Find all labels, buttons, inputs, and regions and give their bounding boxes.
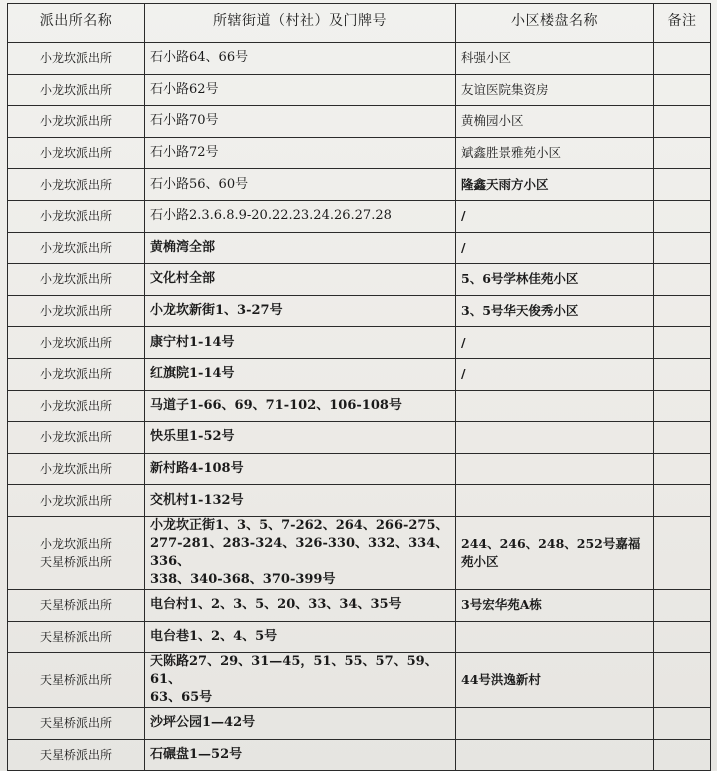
address-cell-text: 石小路62号 bbox=[150, 81, 219, 97]
station-cell-text: 小龙坎派出所 bbox=[39, 146, 112, 161]
community-cell bbox=[456, 485, 654, 517]
address-cell bbox=[145, 485, 456, 517]
station-cell bbox=[8, 485, 145, 517]
note-cell bbox=[654, 708, 711, 740]
community-cell bbox=[456, 422, 654, 454]
community-cell-text: 友谊医院集资房 bbox=[461, 81, 549, 97]
address-cell-text: 新村路4-108号 bbox=[150, 461, 244, 477]
address-cell bbox=[145, 390, 456, 422]
community-cell bbox=[456, 137, 654, 169]
address-cell-text: 沙坪公园1—42号 bbox=[150, 715, 256, 731]
community-cell bbox=[456, 295, 654, 327]
community-cell-text: / bbox=[461, 239, 466, 255]
table-row bbox=[8, 485, 711, 517]
station-cell bbox=[8, 137, 145, 169]
note-cell bbox=[654, 422, 711, 454]
note-cell bbox=[654, 653, 711, 708]
note-cell bbox=[654, 589, 711, 621]
community-cell bbox=[456, 589, 654, 621]
address-cell-text: 石小路2.3.6.8.9-20.22.23.24.26.27.28 bbox=[150, 208, 392, 224]
community-cell-text: 黄桷园小区 bbox=[461, 113, 524, 129]
note-cell bbox=[654, 264, 711, 296]
table-row bbox=[8, 43, 711, 75]
table-row bbox=[8, 422, 711, 454]
address-cell bbox=[145, 708, 456, 740]
address-cell bbox=[145, 74, 456, 106]
table-row bbox=[8, 327, 711, 359]
address-cell bbox=[145, 169, 456, 201]
note-cell bbox=[654, 621, 711, 653]
address-cell-text: 石小路56、60号 bbox=[150, 176, 249, 192]
community-cell-text: 隆鑫天雨方小区 bbox=[461, 176, 549, 192]
address-cell-text: 277-281、283-324、326-330、332、334、336、 bbox=[150, 535, 449, 569]
community-cell bbox=[456, 708, 654, 740]
station-cell bbox=[8, 708, 145, 740]
station-cell bbox=[8, 589, 145, 621]
address-cell bbox=[145, 43, 456, 75]
community-cell-text: 苑小区 bbox=[461, 553, 499, 569]
address-cell-text: 黄桷湾全部 bbox=[150, 239, 216, 255]
note-cell bbox=[654, 137, 711, 169]
note-cell bbox=[654, 295, 711, 327]
address-cell-text: 电台村1、2、3、5、20、33、34、35号 bbox=[150, 597, 402, 613]
station-cell bbox=[8, 453, 145, 485]
address-cell-text: 338、340-368、370-399号 bbox=[150, 571, 336, 587]
address-cell bbox=[145, 232, 456, 264]
station-cell-text: 天星桥派出所 bbox=[39, 629, 112, 644]
address-cell-text: 小龙坎正街1、3、5、7-262、264、266-275、 bbox=[150, 517, 449, 533]
community-cell bbox=[456, 200, 654, 232]
station-cell-text: 天星桥派出所 bbox=[39, 673, 112, 688]
address-cell-text: 石碾盘1—52号 bbox=[150, 746, 243, 762]
address-cell-text: 文化村全部 bbox=[150, 271, 216, 287]
address-cell bbox=[145, 264, 456, 296]
community-cell bbox=[456, 106, 654, 138]
note-cell bbox=[654, 74, 711, 106]
address-cell-text: 电台巷1、2、4、5号 bbox=[150, 628, 278, 644]
table-row bbox=[8, 708, 711, 740]
community-cell bbox=[456, 43, 654, 75]
table-row bbox=[8, 589, 711, 621]
address-cell bbox=[145, 621, 456, 653]
address-cell bbox=[145, 589, 456, 621]
station-cell bbox=[8, 169, 145, 201]
station-cell bbox=[8, 621, 145, 653]
note-cell bbox=[654, 453, 711, 485]
header-community: 小区楼盘名称 bbox=[456, 4, 654, 43]
table-row bbox=[8, 516, 711, 589]
address-cell-text: 交机村1-132号 bbox=[150, 492, 244, 508]
table-row bbox=[8, 390, 711, 422]
station-cell-text: 天星桥派出所 bbox=[39, 747, 112, 762]
table-row bbox=[8, 621, 711, 653]
station-cell-text: 天星桥派出所 bbox=[39, 554, 112, 569]
table-row bbox=[8, 169, 711, 201]
station-cell-text: 天星桥派出所 bbox=[39, 716, 112, 731]
address-cell-text: 红旗院1-14号 bbox=[150, 366, 235, 382]
note-cell bbox=[654, 485, 711, 517]
address-cell-text: 马道子1-66、69、71-102、106-108号 bbox=[150, 397, 402, 413]
station-cell bbox=[8, 74, 145, 106]
station-cell-text: 小龙坎派出所 bbox=[39, 430, 112, 445]
address-cell bbox=[145, 422, 456, 454]
address-cell bbox=[145, 516, 456, 589]
table-row bbox=[8, 106, 711, 138]
community-cell bbox=[456, 516, 654, 589]
station-cell bbox=[8, 327, 145, 359]
table-row bbox=[8, 200, 711, 232]
jurisdiction-table bbox=[7, 3, 711, 771]
note-cell bbox=[654, 358, 711, 390]
station-cell-text: 小龙坎派出所 bbox=[39, 114, 112, 129]
note-cell bbox=[654, 169, 711, 201]
station-cell-text: 小龙坎派出所 bbox=[39, 51, 112, 66]
table-row bbox=[8, 453, 711, 485]
station-cell-text: 小龙坎派出所 bbox=[39, 209, 112, 224]
community-cell-text: 科强小区 bbox=[461, 50, 512, 66]
station-cell-text: 小龙坎派出所 bbox=[39, 462, 112, 477]
station-cell-text: 小龙坎派出所 bbox=[39, 240, 112, 255]
address-cell-text: 石小路70号 bbox=[150, 113, 219, 129]
station-cell-text: 天星桥派出所 bbox=[39, 598, 112, 613]
station-cell bbox=[8, 295, 145, 327]
address-cell-text: 小龙坎新街1、3-27号 bbox=[150, 303, 283, 319]
station-cell bbox=[8, 516, 145, 589]
address-cell-text: 63、65号 bbox=[150, 690, 213, 706]
community-cell bbox=[456, 232, 654, 264]
community-cell-text: / bbox=[461, 366, 466, 382]
address-cell bbox=[145, 106, 456, 138]
station-cell-text: 小龙坎派出所 bbox=[39, 536, 112, 551]
table-row bbox=[8, 653, 711, 708]
station-cell bbox=[8, 264, 145, 296]
community-cell-text: 3、5号华天俊秀小区 bbox=[461, 303, 579, 319]
table-body bbox=[8, 43, 711, 771]
community-cell bbox=[456, 453, 654, 485]
station-cell bbox=[8, 43, 145, 75]
station-cell bbox=[8, 232, 145, 264]
table-row bbox=[8, 74, 711, 106]
community-cell bbox=[456, 327, 654, 359]
community-cell bbox=[456, 358, 654, 390]
community-cell-text: 斌鑫胜景雅苑小区 bbox=[461, 145, 562, 161]
station-cell bbox=[8, 106, 145, 138]
community-cell bbox=[456, 621, 654, 653]
note-cell bbox=[654, 390, 711, 422]
community-cell-text: 244、246、248、252号嘉福 bbox=[461, 535, 641, 551]
community-cell-text: / bbox=[461, 334, 466, 350]
address-cell-text: 石小路64、66号 bbox=[150, 50, 249, 66]
station-cell-text: 小龙坎派出所 bbox=[39, 335, 112, 350]
table-row bbox=[8, 137, 711, 169]
address-cell-text: 石小路72号 bbox=[150, 145, 219, 161]
note-cell bbox=[654, 232, 711, 264]
table-row bbox=[8, 358, 711, 390]
table-row bbox=[8, 264, 711, 296]
note-cell bbox=[654, 327, 711, 359]
station-cell-text: 小龙坎派出所 bbox=[39, 367, 112, 382]
community-cell bbox=[456, 264, 654, 296]
community-cell bbox=[456, 169, 654, 201]
note-cell bbox=[654, 739, 711, 771]
station-cell-text: 小龙坎派出所 bbox=[39, 82, 112, 97]
address-cell bbox=[145, 739, 456, 771]
community-cell bbox=[456, 739, 654, 771]
address-cell bbox=[145, 137, 456, 169]
header-note: 备注 bbox=[654, 4, 711, 43]
header-address: 所辖街道（村社）及门牌号 bbox=[145, 4, 456, 43]
address-cell-text: 康宁村1-14号 bbox=[150, 334, 235, 350]
note-cell bbox=[654, 200, 711, 232]
table-row bbox=[8, 295, 711, 327]
note-cell bbox=[654, 106, 711, 138]
note-cell bbox=[654, 516, 711, 589]
community-cell bbox=[456, 390, 654, 422]
station-cell bbox=[8, 653, 145, 708]
station-cell-text: 小龙坎派出所 bbox=[39, 272, 112, 287]
address-cell bbox=[145, 200, 456, 232]
table-row bbox=[8, 739, 711, 771]
community-cell-text: 5、6号学林佳苑小区 bbox=[461, 271, 579, 287]
address-cell bbox=[145, 653, 456, 708]
address-cell bbox=[145, 295, 456, 327]
community-cell bbox=[456, 74, 654, 106]
address-cell-text: 天陈路27、29、31—45，51、55、57、59、61、 bbox=[150, 654, 438, 688]
community-cell-text: / bbox=[461, 208, 466, 224]
community-cell-text: 3号宏华苑A栋 bbox=[461, 597, 542, 613]
address-cell-text: 快乐里1-52号 bbox=[150, 429, 235, 445]
community-cell-text: 44号洪逸新村 bbox=[461, 672, 541, 688]
address-cell bbox=[145, 358, 456, 390]
station-cell bbox=[8, 200, 145, 232]
station-cell-text: 小龙坎派出所 bbox=[39, 304, 112, 319]
header-station: 派出所名称 bbox=[8, 4, 145, 43]
address-cell bbox=[145, 327, 456, 359]
address-cell bbox=[145, 453, 456, 485]
station-cell bbox=[8, 422, 145, 454]
station-cell bbox=[8, 739, 145, 771]
table-row bbox=[8, 232, 711, 264]
station-cell-text: 小龙坎派出所 bbox=[39, 398, 112, 413]
station-cell bbox=[8, 358, 145, 390]
station-cell-text: 小龙坎派出所 bbox=[39, 177, 112, 192]
community-cell bbox=[456, 653, 654, 708]
station-cell bbox=[8, 390, 145, 422]
station-cell-text: 小龙坎派出所 bbox=[39, 493, 112, 508]
note-cell bbox=[654, 43, 711, 75]
header-row bbox=[8, 4, 711, 43]
